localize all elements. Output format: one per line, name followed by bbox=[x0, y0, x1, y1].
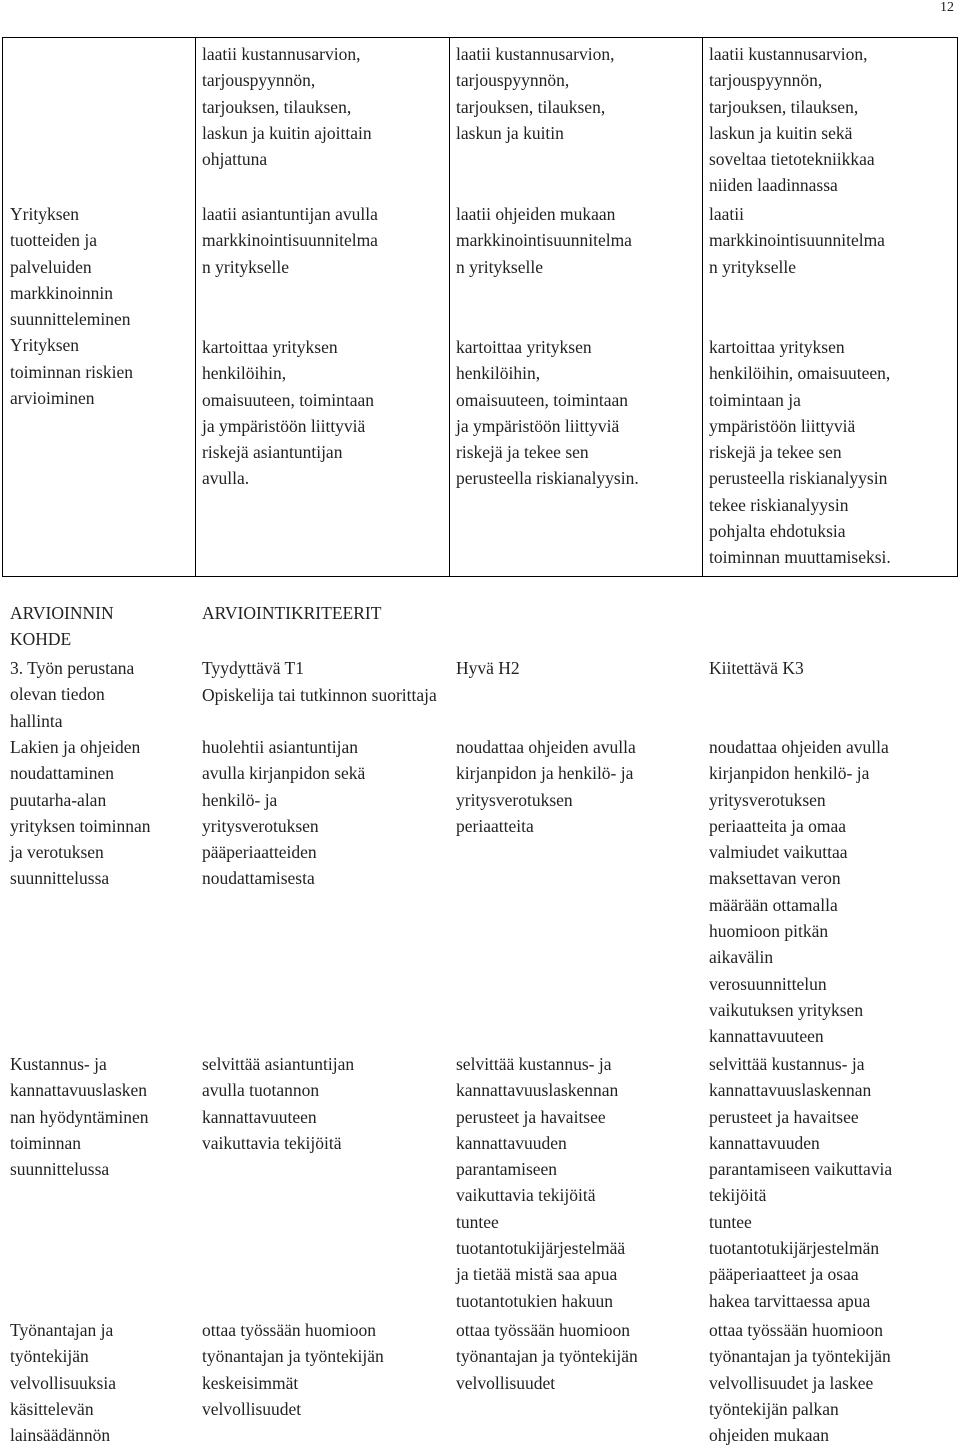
top-row3-k3: kartoittaa yrityksen henkilöihin, omaisuuteen, toimintaan ja ympäristöön liittyviä riskejä ja tekee sen perusteella riskianalyysin tekee riskianalyysin pohjalta ehdotuksia toiminnan muuttamiseksi. bbox=[709, 337, 891, 568]
performer-label: Opiskelija tai tutkinnon suorittaja bbox=[202, 685, 437, 705]
page-number: 12 bbox=[940, 0, 954, 15]
level-h2: Hyvä H2 bbox=[456, 658, 520, 678]
top-table-border-right bbox=[957, 37, 958, 577]
level-t1: Tyydyttävä T1 bbox=[202, 658, 304, 678]
criteria-header: ARVIOINTIKRITEERIT bbox=[202, 603, 382, 623]
row2-h2: selvittää kustannus- ja kannattavuuslaskennan perusteet ja havaitsee kannattavuuden parantamiseen vaikuttavia tekijöitä tuntee tuotantotukijärjestelmää ja tietää mistä saa apua tuotantotukien hakuun bbox=[456, 1054, 626, 1311]
row1-k3: noudattaa ohjeiden avulla kirjanpidon henkilö- ja yritysverotuksen periaatteita ja omaa valmiudet vaikuttaa maksettavan veron määrään ottamalla huomioon pitkän aikavälin verosuunnittelun vaikutuksen yrityksen kannattavuuteen bbox=[709, 737, 889, 1047]
top-row1-t1: laatii kustannusarvion, tarjouspyynnön, tarjouksen, tilauksen, laskun ja kuitin ajoittain ohjattuna bbox=[202, 44, 372, 170]
top-table-divider-2 bbox=[449, 37, 450, 577]
top-row2-h2: laatii ohjeiden mukaan markkinointisuunnitelma n yritykselle bbox=[456, 204, 632, 277]
row1-h2: noudattaa ohjeiden avulla kirjanpidon ja henkilö- ja yritysverotuksen periaatteita bbox=[456, 737, 636, 836]
row3-target: Työnantajan ja työntekijän velvollisuuksia käsittelevän lainsäädännön bbox=[10, 1320, 116, 1446]
target-header: ARVIOINNIN KOHDE bbox=[10, 603, 114, 650]
top-row3-t1: kartoittaa yrityksen henkilöihin, omaisuuteen, toimintaan ja ympäristöön liittyviä riskejä asiantuntijan avulla. bbox=[202, 337, 375, 489]
row2-t1: selvittää asiantuntijan avulla tuotannon kannattavuuteen vaikuttavia tekijöitä bbox=[202, 1054, 355, 1153]
top-table-border-top bbox=[2, 37, 958, 38]
top-table-border-left bbox=[2, 37, 3, 577]
criterion-text: Yrityksen tuotteiden ja palveluiden markkinoinnin suunnitteleminen Yrityksen toiminnan riskien arvioiminen bbox=[10, 204, 133, 409]
row3-k3: ottaa työssään huomioon työnantajan ja työntekijän velvollisuudet ja laskee työntekijän palkan ohjeiden mukaan bbox=[709, 1320, 891, 1446]
top-row1-k3: laatii kustannusarvion, tarjouspyynnön, tarjouksen, tilauksen, laskun ja kuitin sekä soveltaa tietotekniikkaa niiden laadinnassa bbox=[709, 44, 875, 196]
section-title: 3. Työn perustana olevan tiedon hallinta bbox=[10, 658, 135, 731]
top-row1-h2: laatii kustannusarvion, tarjouspyynnön, tarjouksen, tilauksen, laskun ja kuitin bbox=[456, 44, 615, 143]
row1-target: Lakien ja ohjeiden noudattaminen puutarha-alan yrityksen toiminnan ja verotuksen suunnittelussa bbox=[10, 737, 151, 889]
top-row2-t1: laatii asiantuntijan avulla markkinointisuunnitelma n yritykselle bbox=[202, 204, 378, 277]
row3-t1: ottaa työssään huomioon työnantajan ja työntekijän keskeisimmät velvollisuudet bbox=[202, 1320, 384, 1419]
top-table-border-bottom bbox=[2, 576, 958, 577]
level-k3: Kiitettävä K3 bbox=[709, 658, 804, 678]
top-row2-k3: laatii markkinointisuunnitelma n yritykselle bbox=[709, 204, 885, 277]
top-row3-h2: kartoittaa yrityksen henkilöihin, omaisuuteen, toimintaan ja ympäristöön liittyviä riskejä ja tekee sen perusteella riskianalyysin. bbox=[456, 337, 639, 489]
row3-h2: ottaa työssään huomioon työnantajan ja työntekijän velvollisuudet bbox=[456, 1320, 638, 1393]
row2-k3: selvittää kustannus- ja kannattavuuslaskennan perusteet ja havaitsee kannattavuuden parantamiseen vaikuttavia tekijöitä tuntee tuotantotukijärjestelmän pääperiaatteet ja osaa hakea tarvittaessa apua bbox=[709, 1054, 893, 1311]
top-table-divider-1 bbox=[195, 37, 196, 577]
row2-target: Kustannus- ja kannattavuuslasken nan hyödyntäminen toiminnan suunnittelussa bbox=[10, 1054, 149, 1180]
top-table-divider-3 bbox=[702, 37, 703, 577]
row1-t1: huolehtii asiantuntijan avulla kirjanpidon sekä henkilö- ja yritysverotuksen pääperiaatteiden noudattamisesta bbox=[202, 737, 366, 889]
